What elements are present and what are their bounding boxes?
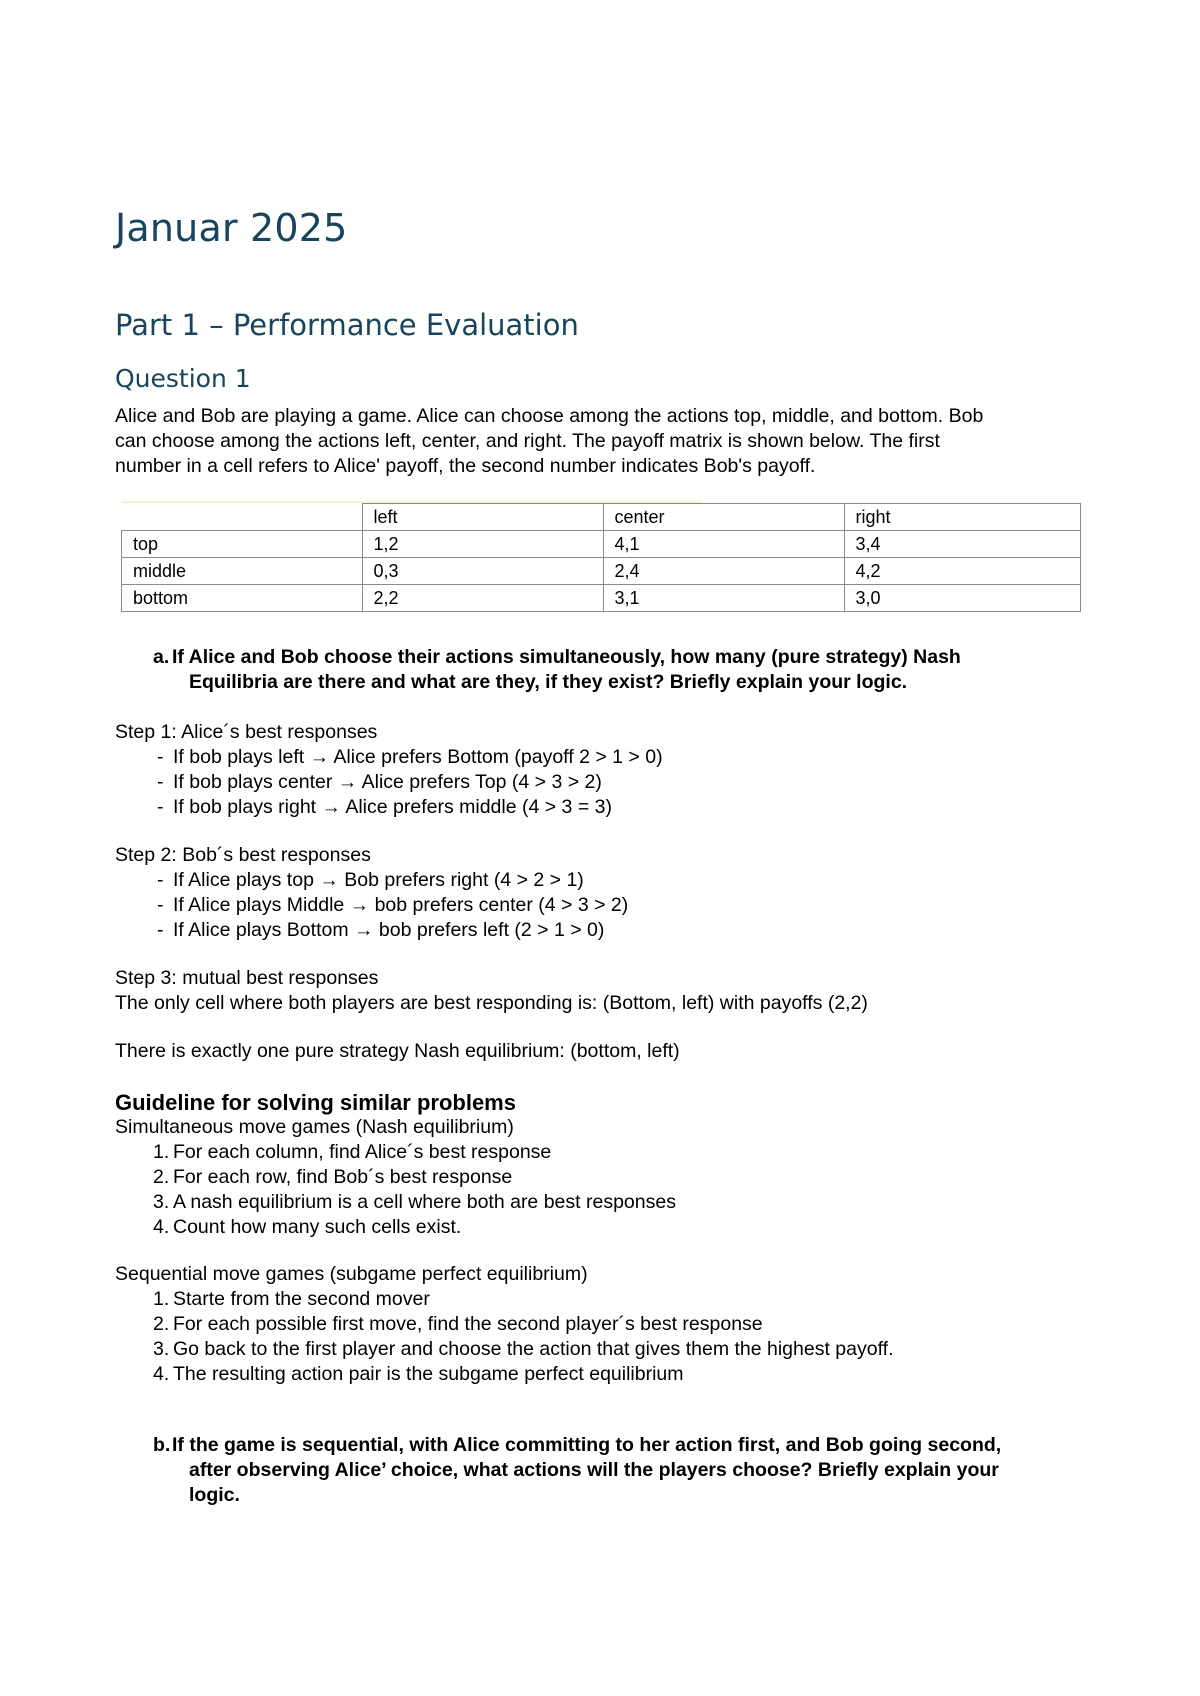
table-cell: 2,4 (603, 558, 844, 585)
question-b-label: b. (153, 1434, 171, 1456)
table-cell: 4,2 (844, 558, 1081, 585)
list-item: 3. A nash equilibrium is a cell where both are best responses (153, 1191, 676, 1213)
question-a-text: Equilibria are there and what are they, if they exist? Briefly explain your logic. (189, 671, 908, 693)
list-item: 2. For each possible first move, find the second player´s best response (153, 1313, 763, 1335)
page-title: Januar 2025 (115, 206, 348, 250)
table-cell: 2,2 (362, 585, 603, 612)
table-cell: 1,2 (362, 531, 603, 558)
intro-line: number in a cell refers to Alice' payoff, the second number indicates Bob's payoff. (115, 455, 816, 477)
list-item: 4. Count how many such cells exist. (153, 1216, 462, 1238)
step2-block (115, 843, 1115, 943)
guideline-heading: Guideline for solving similar problems (115, 1090, 516, 1115)
step2-heading: Step 2: Bob´s best responses (115, 844, 371, 866)
list-item: 1. For each column, find Alice´s best response (153, 1141, 552, 1163)
question-a-text: If Alice and Bob choose their actions simultaneously, how many (pure strategy) Nash (172, 646, 961, 668)
conclusion: There is exactly one pure strategy Nash equilibrium: (bottom, left) (115, 1040, 680, 1062)
question-b-text: after observing Alice’ choice, what actions will the players choose? Briefly explain your (189, 1459, 999, 1481)
question-b-text: logic. (189, 1484, 240, 1506)
list-item: - If bob plays right → Alice prefers middle (4 > 3 = 3) (157, 796, 612, 818)
step3-block (115, 966, 1115, 1016)
table-cell: 3,4 (844, 531, 1081, 558)
table-cell: 4,1 (603, 531, 844, 558)
table-header-cell: right (844, 504, 1081, 531)
table-row (122, 585, 1081, 612)
row-label: middle (122, 558, 363, 585)
step1-block (115, 720, 1115, 820)
list-item: - If Alice plays Bottom → bob prefers left (2 > 1 > 0) (157, 919, 605, 941)
question-b (153, 1433, 1088, 1508)
question-heading: Question 1 (115, 364, 251, 393)
step3-text: The only cell where both players are best responding is: (Bottom, left) with payoffs (2,2) (115, 992, 868, 1014)
simultaneous-block (115, 1115, 1115, 1240)
question-b-text: If the game is sequential, with Alice committing to her action first, and Bob going second, (172, 1434, 1002, 1456)
table-cell: 3,0 (844, 585, 1081, 612)
step1-heading: Step 1: Alice´s best responses (115, 721, 378, 743)
sequential-block (115, 1262, 1115, 1387)
question-a-label: a. (153, 646, 170, 668)
list-item: - If bob plays center → Alice prefers Top (4 > 3 > 2) (157, 771, 602, 793)
table-row (122, 558, 1081, 585)
list-item: 1. Starte from the second mover (153, 1288, 430, 1310)
intro-line: Alice and Bob are playing a game. Alice can choose among the actions top, middle, and bottom. Bob (115, 405, 984, 427)
table-header-row (122, 504, 1081, 531)
simultaneous-heading: Simultaneous move games (Nash equilibrium) (115, 1116, 514, 1138)
table-header-cell: center (603, 504, 844, 531)
row-label: top (122, 531, 363, 558)
intro-paragraph (115, 404, 1075, 479)
payoff-matrix (121, 503, 1081, 612)
step3-heading: Step 3: mutual best responses (115, 967, 379, 989)
table-row (122, 531, 1081, 558)
part-heading: Part 1 – Performance Evaluation (115, 308, 579, 342)
table-cell: 0,3 (362, 558, 603, 585)
list-item: - If Alice plays top → Bob prefers right (4 > 2 > 1) (157, 869, 584, 891)
intro-line: can choose among the actions left, center, and right. The payoff matrix is shown below. The first (115, 430, 940, 452)
list-item: 2. For each row, find Bob´s best response (153, 1166, 513, 1188)
list-item: 3. Go back to the first player and choose the action that gives them the highest payoff. (153, 1338, 894, 1360)
row-label: bottom (122, 585, 363, 612)
table-header-cell: left (362, 504, 603, 531)
table-cell: 3,1 (603, 585, 844, 612)
question-a (153, 645, 1088, 695)
table-header-cell (122, 504, 363, 531)
list-item: - If bob plays left → Alice prefers Bottom (payoff 2 > 1 > 0) (157, 746, 663, 768)
list-item: 4. The resulting action pair is the subgame perfect equilibrium (153, 1363, 684, 1385)
list-item: - If Alice plays Middle → bob prefers center (4 > 3 > 2) (157, 894, 629, 916)
sequential-heading: Sequential move games (subgame perfect equilibrium) (115, 1263, 588, 1285)
